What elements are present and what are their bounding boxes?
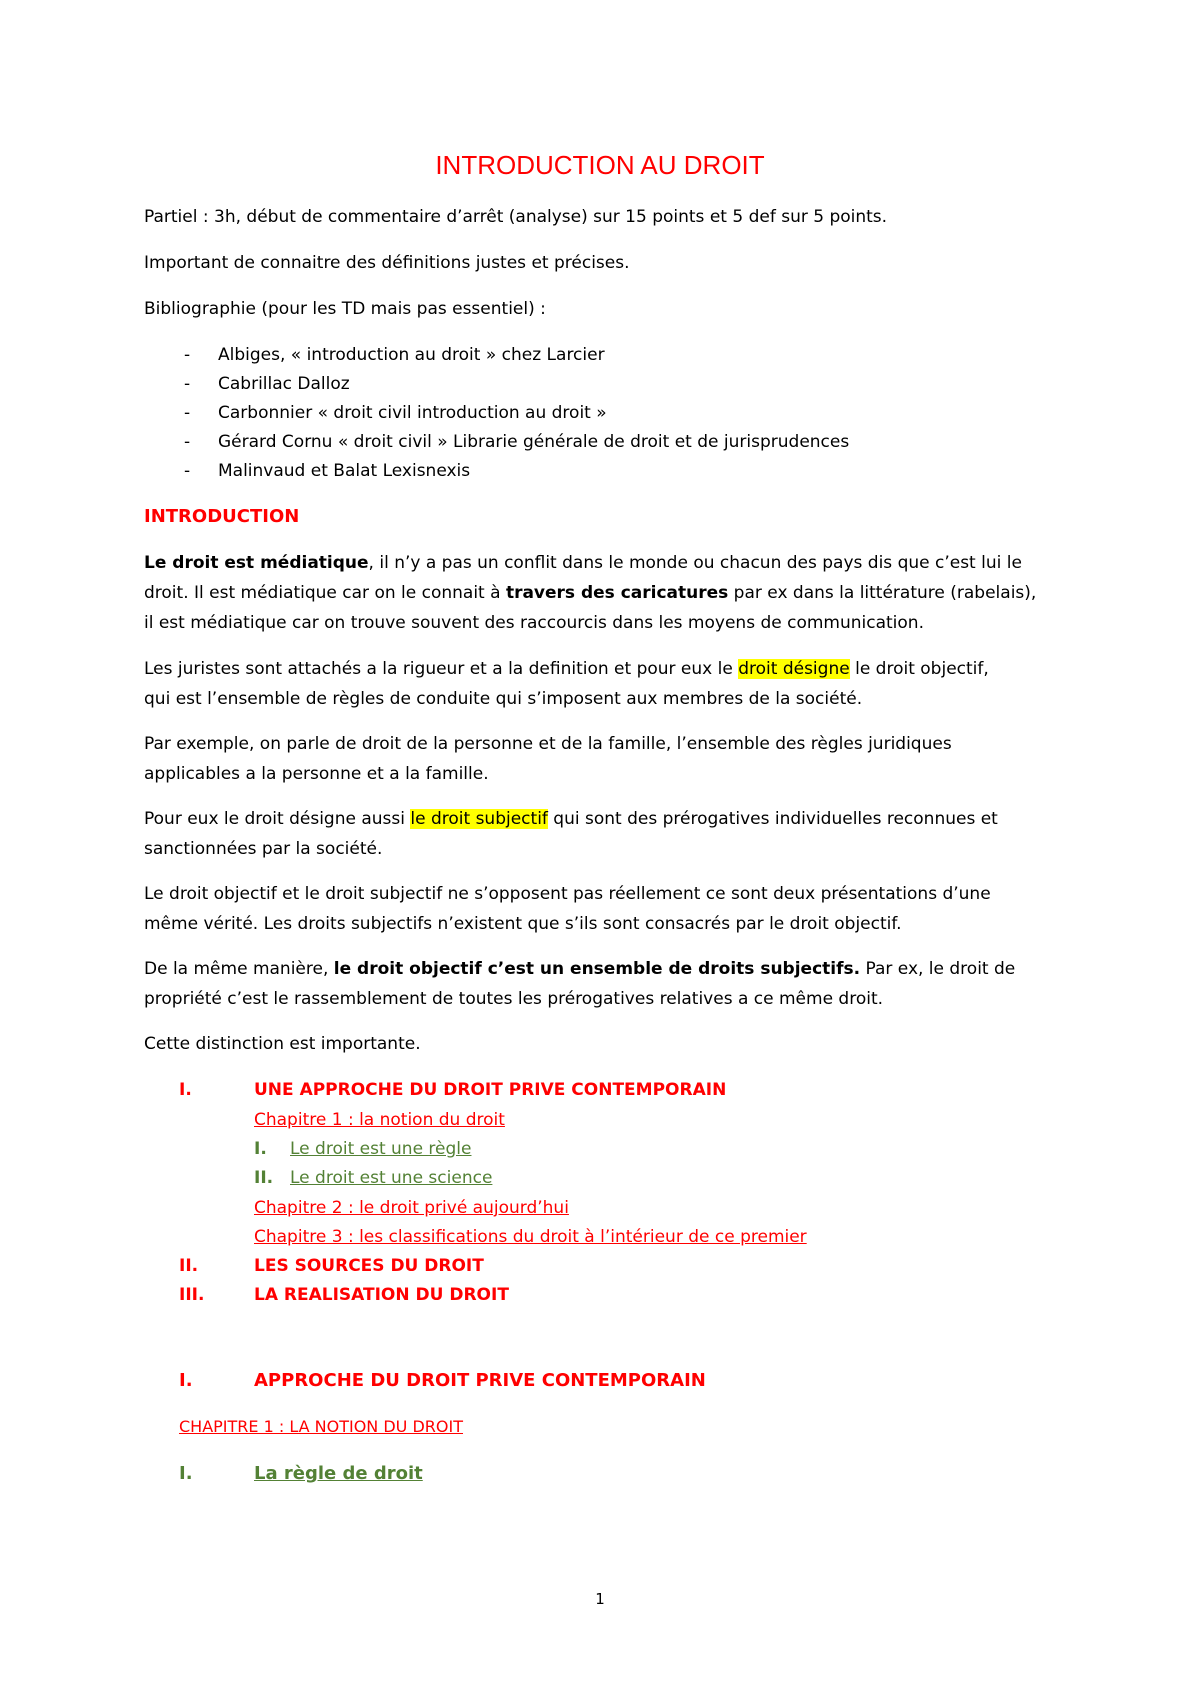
outline-chapter2-link[interactable]: Chapitre 2 : le droit privé aujourd’hui bbox=[254, 1198, 569, 1218]
para3-line2: applicables a la personne et a la famille. bbox=[144, 764, 489, 784]
bullet-marker: - bbox=[184, 374, 191, 394]
introduction-heading: INTRODUCTION bbox=[144, 506, 300, 527]
outline-chapter3-link[interactable]: Chapitre 3 : les classifications du droit à l’intérieur de ce premier bbox=[254, 1227, 807, 1247]
para1-line2 bbox=[144, 578, 1036, 608]
section-number: I. bbox=[179, 1370, 193, 1391]
para4-text: qui sont des prérogatives individuelles reconnues et bbox=[547, 809, 998, 829]
outline-ch1-sub1-number: I. bbox=[254, 1139, 267, 1159]
outline-part1: UNE APPROCHE DU DROIT PRIVE CONTEMPORAIN bbox=[254, 1080, 727, 1100]
para1-line3: il est médiatique car on trouve souvent des raccourcis dans les moyens de communication. bbox=[144, 613, 924, 633]
outline-part2-number: II. bbox=[179, 1256, 199, 1276]
para3-line1: Par exemple, on parle de droit de la personne et de la famille, l’ensemble des règles juridiques bbox=[144, 734, 952, 754]
bibliography-item: Cabrillac Dalloz bbox=[218, 374, 350, 394]
bibliography-item: Albiges, « introduction au droit » chez Larcier bbox=[218, 345, 605, 365]
document-title: INTRODUCTION AU DROIT bbox=[435, 150, 765, 180]
para2-line1 bbox=[144, 654, 989, 684]
highlighted-text: droit désigne bbox=[738, 659, 850, 679]
chapter-heading: CHAPITRE 1 : LA NOTION DU DROIT bbox=[179, 1417, 463, 1436]
outline-ch1-sub2-number: II. bbox=[254, 1168, 274, 1188]
bullet-marker: - bbox=[184, 345, 191, 365]
page-number: 1 bbox=[595, 1590, 605, 1608]
para6-bold: le droit objectif c’est un ensemble de droits subjectifs. bbox=[333, 959, 861, 979]
bibliography-item: Gérard Cornu « droit civil » Librarie générale de droit et de jurisprudences bbox=[218, 432, 850, 452]
bullet-marker: - bbox=[184, 461, 191, 481]
outline-part1-number: I. bbox=[179, 1080, 192, 1100]
para5-line2: même vérité. Les droits subjectifs n’existent que s’ils sont consacrés par le droit objectif. bbox=[144, 914, 902, 934]
bullet-marker: - bbox=[184, 403, 191, 423]
para6-text: De la même manière, bbox=[144, 959, 334, 979]
para1-line1 bbox=[144, 548, 1022, 578]
para6-line2: propriété c’est le rassemblement de toutes les prérogatives relatives a ce même droit. bbox=[144, 989, 884, 1009]
outline-part2: LES SOURCES DU DROIT bbox=[254, 1256, 484, 1276]
para1-bold: Le droit est médiatique bbox=[144, 553, 369, 573]
bibliography-item: Carbonnier « droit civil introduction au droit » bbox=[218, 403, 607, 423]
important-text: Important de connaitre des définitions justes et précises. bbox=[144, 253, 630, 273]
para1-bold: travers des caricatures bbox=[505, 583, 729, 603]
outline-ch1-sub2-link[interactable]: Le droit est une science bbox=[290, 1168, 493, 1188]
bullet-marker: - bbox=[184, 432, 191, 452]
para2-text: le droit objectif, bbox=[849, 659, 989, 679]
para4-text: Pour eux le droit désigne aussi bbox=[144, 809, 411, 829]
bibliography-intro: Bibliographie (pour les TD mais pas essentiel) : bbox=[144, 299, 546, 319]
para1-text: par ex dans la littérature (rabelais), bbox=[728, 583, 1037, 603]
bibliography-item: Malinvaud et Balat Lexisnexis bbox=[218, 461, 471, 481]
outline-chapter1-link[interactable]: Chapitre 1 : la notion du droit bbox=[254, 1110, 505, 1130]
para2-line2: qui est l’ensemble de règles de conduite qui s’imposent aux membres de la société. bbox=[144, 689, 863, 709]
partiel-text: Partiel : 3h, début de commentaire d’arrêt (analyse) sur 15 points et 5 def sur 5 points. bbox=[144, 207, 888, 227]
para6-line1 bbox=[144, 954, 1015, 984]
para4-line1 bbox=[144, 804, 998, 834]
para2-text: Les juristes sont attachés a la rigueur et a la definition et pour eux le bbox=[144, 659, 739, 679]
para1-text: , il n’y a pas un conflit dans le monde ou chacun des pays dis que c’est lui le bbox=[368, 553, 1022, 573]
para1-text: droit. Il est médiatique car on le connait à bbox=[144, 583, 506, 603]
subsection-number: I. bbox=[179, 1463, 193, 1484]
subsection-heading: La règle de droit bbox=[254, 1463, 423, 1484]
highlighted-text: le droit subjectif bbox=[410, 809, 548, 829]
para4-line2: sanctionnées par la société. bbox=[144, 839, 383, 859]
outline-part3-number: III. bbox=[179, 1285, 205, 1305]
para6-text: Par ex, le droit de bbox=[860, 959, 1016, 979]
outline-part3: LA REALISATION DU DROIT bbox=[254, 1285, 509, 1305]
para7: Cette distinction est importante. bbox=[144, 1034, 421, 1054]
section-heading: APPROCHE DU DROIT PRIVE CONTEMPORAIN bbox=[254, 1370, 706, 1391]
para5-line1: Le droit objectif et le droit subjectif ne s’opposent pas réellement ce sont deux présentations d’une bbox=[144, 884, 991, 904]
outline-ch1-sub1-link[interactable]: Le droit est une règle bbox=[290, 1139, 472, 1159]
